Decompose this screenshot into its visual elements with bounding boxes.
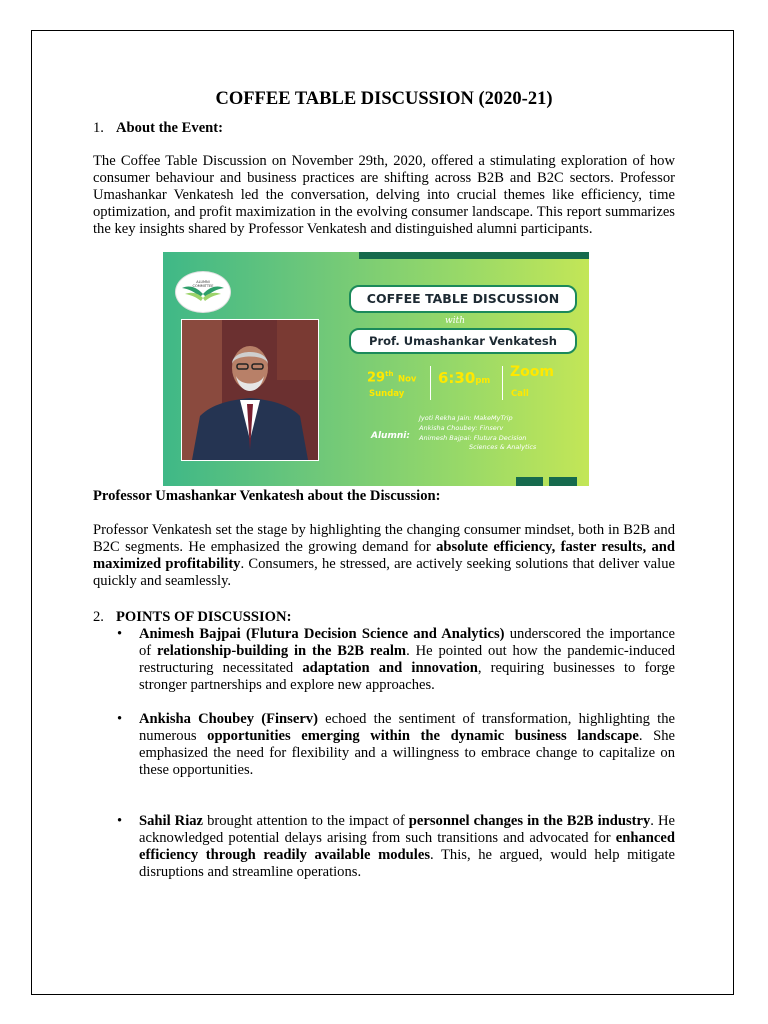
alumni-list <box>419 414 536 453</box>
document-content <box>93 88 675 881</box>
logo-text: ALUMNI COMMITTEE <box>192 280 214 288</box>
banner-platform: Zoom <box>510 364 554 380</box>
professor-heading: Professor Umashankar Venkatesh about the Discussion: <box>93 488 441 504</box>
page-title: COFFEE TABLE DISCUSSION (2020-21) <box>215 89 553 109</box>
section-1-title: About the Event: <box>116 120 224 136</box>
list-item: • Animesh Bajpai (Flutura Decision Science and Analytics) underscored the importance of relationship-building in the B2B realm. He pointed out how the pandemic-induced restructuring necessitated adaptation and innovation, requiring businesses to forge stronger partnerships and explore new approaches. <box>117 626 676 693</box>
list-item: • Ankisha Choubey (Finserv) echoed the sentiment of transformation, highlighting the numerous opportunities emerging within the dynamic business landscape. She emphasized the need for flexibility and a willingness to embrace change to capitalize on these opportunities. <box>117 711 675 778</box>
banner-day: Sunday <box>369 389 405 399</box>
banner-top-bar <box>359 252 589 259</box>
banner-time: 6:30pm <box>438 369 491 387</box>
list-item: • Sahil Riaz brought attention to the impact of personnel changes in the B2B industry. He acknowledged potential delays arising from such transitions and advocated for enhanced efficiency through readily available modules. This, he argued, would help mitigate disruptions and streamline operations. <box>117 813 675 880</box>
section-2-heading <box>93 609 675 626</box>
discussion-points <box>93 626 675 881</box>
event-banner <box>163 252 589 486</box>
alumni-item: Animesh Bajpai: Flutura Decision <box>419 433 527 442</box>
banner-bottom-bar <box>549 477 577 486</box>
section-1-number: 1. <box>93 120 104 136</box>
speaker-photo <box>181 319 319 461</box>
banner-speaker: Prof. Umashankar Venkatesh <box>349 328 577 354</box>
bullet: • <box>117 813 123 829</box>
banner-title: COFFEE TABLE DISCUSSION <box>349 285 577 313</box>
alumni-logo <box>175 271 231 313</box>
alumni-item: Ankisha Choubey: Finserv <box>419 423 504 432</box>
wings-icon <box>176 272 230 312</box>
about-paragraph: The Coffee Table Discussion on November 29th, 2020, offered a stimulating exploration of how consumer behaviour and business practices are shifting across B2B and B2C sectors. Professor Umashankar Venkatesh led the conversation, delving into crucial themes like efficiency, time optimization, and profit maximization in the evolving consumer landscape. This report summarizes the key insights shared by Professor Venkatesh and distinguished alumni participants. <box>93 153 675 237</box>
alumni-label: Alumni: <box>371 431 410 441</box>
bullet: • <box>117 626 123 642</box>
banner-with: with <box>445 316 465 326</box>
banner-bottom-bar <box>516 477 543 486</box>
section-2-number: 2. <box>93 609 104 625</box>
banner-divider <box>430 366 431 400</box>
event-banner-container <box>93 252 675 492</box>
alumni-item: Jyoti Rekha Jain: MakeMyTrip <box>419 414 513 422</box>
professor-paragraph: Professor Venkatesh set the stage by highlighting the changing consumer mindset, both in B2B and B2C segments. He emphasized the growing demand for absolute efficiency, faster results, and maximized profitability. Consumers, he stressed, are actively seeking solutions that deliver value quickly and seamlessly. <box>93 522 675 589</box>
banner-divider <box>502 366 503 400</box>
alumni-item: Sciences & Analytics <box>469 443 537 452</box>
banner-date: 29th Nov <box>367 370 417 386</box>
bullet: • <box>117 711 123 727</box>
section-2-title: POINTS OF DISCUSSION: <box>116 609 292 625</box>
section-1-heading <box>93 120 675 137</box>
banner-platform-sub: Call <box>511 389 529 399</box>
